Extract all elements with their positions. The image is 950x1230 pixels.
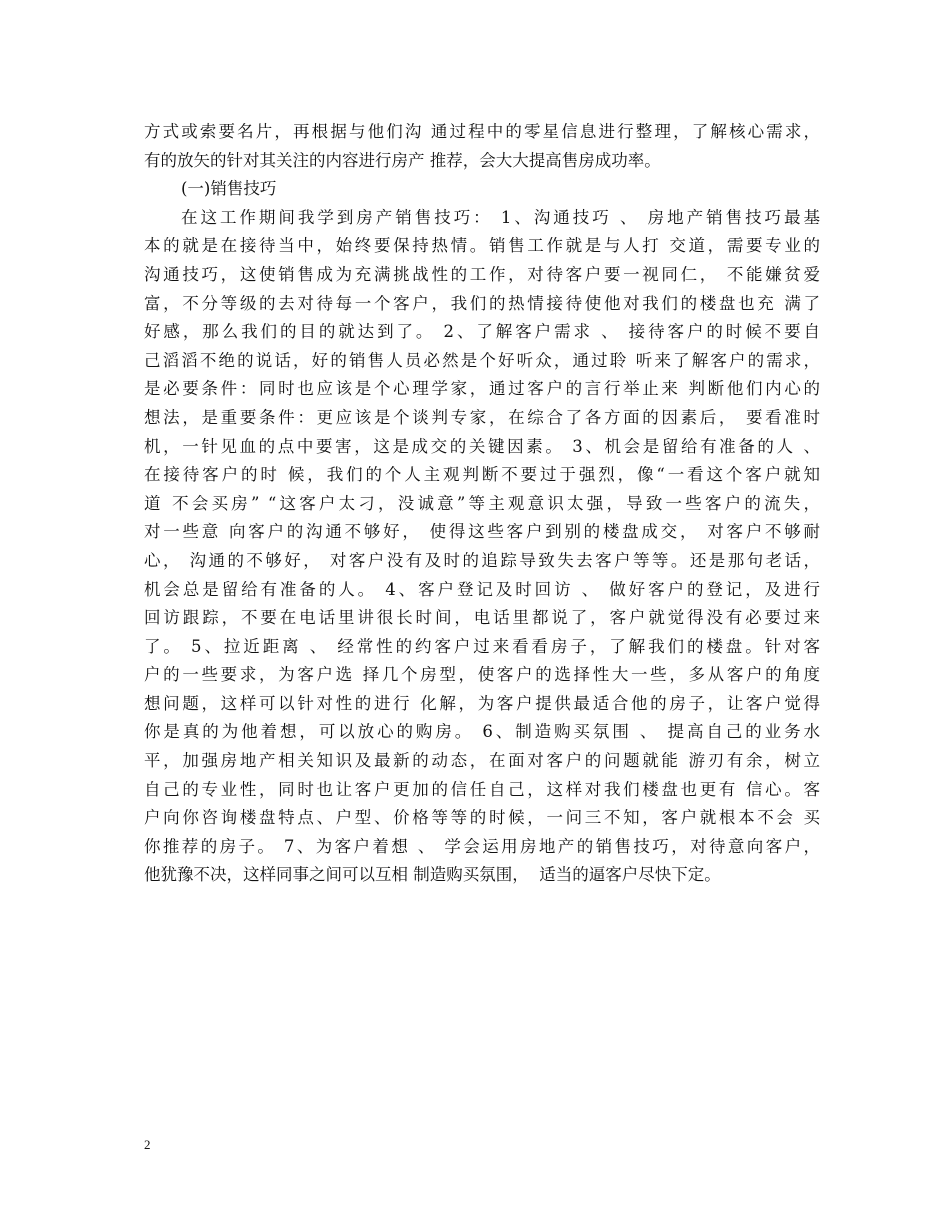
text-line: 在这工作期间我学到房产销售技巧： 1、沟通技巧 、 房地产销售技巧最基 [181,207,820,227]
text-line: 回访跟踪，不要在电话里讲很长时间，电话里都说了，客户就觉得没有必要过来 [144,608,820,628]
body-text [144,118,820,890]
text-line: 你推荐的房子。 7、为客户着想 、 学会运用房地产的销售技巧，对待意向客户， [144,836,820,856]
text-line: 了。 5、拉近距离 、 经常性的约客户过来看看房子，了解我们的楼盘。针对客 [144,636,820,656]
text-line: 本的就是在接待当中，始终要保持热情。销售工作就是与人打 交道，需要专业的 [144,236,820,256]
text-line: 沟通技巧，这使销售成为充满挑战性的工作，对待客户要一视同仁， 不能嫌贫爱 [144,264,820,284]
text-line: 心， 沟通的不够好， 对客户没有及时的追踪导致失去客户等等。还是那句老话， [144,550,820,570]
text-line: 机，一针见血的点中要害，这是成交的关键因素。 3、机会是留给有准备的人 、 [144,436,820,456]
text-line: 想法，是重要条件：更应该是个谈判专家，在综合了各方面的因素后， 要看准时 [144,407,820,427]
text-line: 在接待客户的时 候，我们的个人主观判断不要过于强烈，像“一看这个客户就知 [144,465,820,485]
text-line: 户的一些要求，为客户选 择几个房型，使客户的选择性大一些，多从客户的角度 [144,665,820,685]
text-line: 对一些意 向客户的沟通不够好， 使得这些客户到别的楼盘成交， 对客户不够耐 [144,522,820,542]
section-heading: (一)销售技巧 [181,179,277,199]
text-line: 好感，那么我们的目的就达到了。 2、了解客户需求 、 接待客户的时候不要自 [144,322,820,342]
text-line: 他犹豫不决，这样同事之间可以互相 制造购买氛围， 适当的逼客户尽快下定。 [144,865,721,885]
text-line: 平，加强房地产相关知识及最新的动态，在面对客户的问题就能 游刃有余，树立 [144,751,820,771]
text-line: 你是真的为他着想，可以放心的购房。 6、制造购买氛围 、 提高自己的业务水 [144,722,820,742]
text-line: 想问题，这样可以针对性的进行 化解，为客户提供最适合他的房子，让客户觉得 [144,693,820,713]
text-line: 方式或索要名片，再根据与他们沟 通过程中的零星信息进行整理，了解核心需求， [144,122,820,141]
text-line: 自己的专业性，同时也让客户更加的信任自己，这样对我们楼盘也更有 信心。客 [144,779,820,799]
page-number: 2 [144,1137,151,1152]
text-line: 富，不分等级的去对待每一个客户，我们的热情接待使他对我们的楼盘也充 满了 [144,293,820,313]
text-line: 己滔滔不绝的说话，好的销售人员必然是个好听众，通过聆 听来了解客户的需求， [144,350,820,370]
text-line: 机会总是留给有准备的人。 4、客户登记及时回访 、 做好客户的登记，及进行 [144,579,820,599]
text-line: 道 不会买房” “这客户太刁，没诚意”等主观意识太强，导致一些客户的流失， [144,493,820,513]
text-line: 有的放矢的针对其关注的内容进行房产 推荐，会大大提高售房成功率。 [144,150,661,170]
text-line: 是必要条件：同时也应该是个心理学家，通过客户的言行举止来 判断他们内心的 [144,379,820,399]
text-line: 户向你咨询楼盘特点、户型、价格等等的时候，一问三不知，客户就根本不会 买 [144,808,820,828]
